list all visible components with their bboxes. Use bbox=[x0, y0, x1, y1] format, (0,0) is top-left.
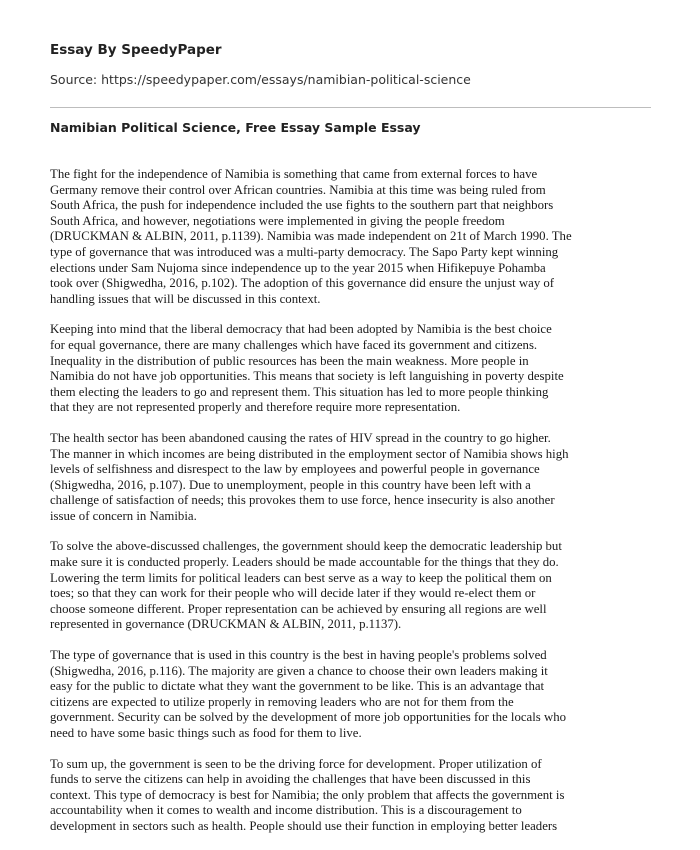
text-line: To solve the above-discussed challenges, the government should keep the democratic leadership but bbox=[50, 539, 562, 554]
text-line: funds to serve the citizens can help in avoiding the challenges that have been discussed in this bbox=[50, 772, 531, 787]
paragraph-2 bbox=[50, 322, 653, 416]
text-line: government. Security can be solved by the development of more job opportunities for the locals who bbox=[50, 710, 567, 725]
paragraph-3 bbox=[50, 431, 653, 525]
essay-title: Namibian Political Science, Free Essay Sample Essay bbox=[50, 120, 421, 135]
text-line: (Shigwedha, 2016, p.116). The majority are given a chance to choose their own leaders making it bbox=[50, 663, 548, 678]
text-line: make sure it is conducted properly. Leaders should be made accountable for the things that they do. bbox=[50, 555, 559, 570]
text-line: context. This type of democracy is best for Namibia; the only problem that affects the government is bbox=[50, 787, 565, 802]
text-line: Germany remove their control over African countries. Namibia at this time was being ruled from bbox=[50, 182, 546, 197]
text-line: for equal governance, there are many challenges which have faced its government and citizens. bbox=[50, 337, 538, 352]
paragraph-5 bbox=[50, 648, 653, 742]
text-line: Keeping into mind that the liberal democracy that had been adopted by Namibia is the best choice bbox=[50, 322, 552, 337]
text-line: represented in governance (DRUCKMAN & ALBIN, 2011, p.1137). bbox=[50, 617, 402, 632]
text-line: handling issues that will be discussed in this context. bbox=[50, 291, 321, 306]
text-line: South Africa, the push for independence included the use fights to the southern part that neighbors bbox=[50, 198, 554, 213]
essay-body bbox=[50, 167, 653, 850]
text-line: levels of selfishness and disrespect to the law by employees and powerful people in governance bbox=[50, 462, 540, 477]
text-line: took over (Shigwedha, 2016, p.102). The adoption of this governance did ensure the unjust way of bbox=[50, 276, 555, 291]
paragraph-6 bbox=[50, 757, 653, 835]
text-line: Lowering the term limits for political leaders can best serve as a way to keep the political them on bbox=[50, 570, 552, 585]
text-line: The type of governance that is used in this country is the best in having people's problems solved bbox=[50, 648, 547, 663]
text-line: type of governance that was introduced was a multi-party democracy. The Sapo Party kept winning bbox=[50, 244, 559, 259]
text-line: Inequality in the distribution of public resources has been the main weakness. More people in bbox=[50, 353, 529, 368]
text-line: The fight for the independence of Namibia is something that came from external forces to have bbox=[50, 167, 538, 181]
text-line: accountability when it comes to wealth and income distribution. This is a discouragement to bbox=[50, 803, 522, 818]
header-divider bbox=[50, 107, 651, 108]
text-line: easy for the public to dictate what they want the government to be like. This is an advantage that bbox=[50, 679, 545, 694]
text-line: To sum up, the government is seen to be the driving force for development. Proper utilization of bbox=[50, 756, 542, 771]
publisher-title: Essay By SpeedyPaper bbox=[50, 42, 222, 58]
text-line: elections under Sam Nujoma since independence up to the year 2015 when Hifikepuye Pohamba bbox=[50, 260, 546, 275]
text-line: The health sector has been abandoned causing the rates of HIV spread in the country to go higher. bbox=[50, 430, 551, 445]
text-line: development in sectors such as health. People should use their function in employing better leaders bbox=[50, 818, 558, 833]
source-line: Source: https://speedypaper.com/essays/namibian-political-science bbox=[50, 72, 471, 87]
text-line: citizens are expected to utilize properly in removing leaders who are not for them from the bbox=[50, 694, 514, 709]
text-line: Namibia do not have job opportunities. This means that society is left languishing in poverty despite bbox=[50, 369, 564, 384]
text-line: that they are not represented properly and therefore require more representation. bbox=[50, 400, 461, 415]
text-line: (DRUCKMAN & ALBIN, 2011, p.1139). Namibia was made independent on 21t of March 1990. The bbox=[50, 229, 572, 244]
text-line: choose someone different. Proper representation can be achieved by ensuring all regions are well bbox=[50, 601, 547, 616]
text-line: issue of concern in Namibia. bbox=[50, 508, 197, 523]
text-line: The manner in which incomes are being distributed in the employment sector of Namibia shows high bbox=[50, 446, 569, 461]
text-line: South Africa, and however, negotiations were implemented in giving the people freedom bbox=[50, 213, 505, 228]
paragraph-4 bbox=[50, 539, 653, 633]
text-line: (Shigwedha, 2016, p.107). Due to unemployment, people in this country have been left with a bbox=[50, 477, 531, 492]
text-line: need to have some basic things such as food for them to live. bbox=[50, 726, 362, 740]
text-line: them electing the leaders to go and represent them. This situation has led to more people thinking bbox=[50, 384, 549, 399]
paragraph-1 bbox=[50, 167, 653, 307]
text-line: toes; so that they can work for their people who will decide later if they would re-elect them or bbox=[50, 586, 536, 601]
text-line: challenge of satisfaction of needs; this provokes them to use force, hence insecurity is also another bbox=[50, 493, 555, 508]
